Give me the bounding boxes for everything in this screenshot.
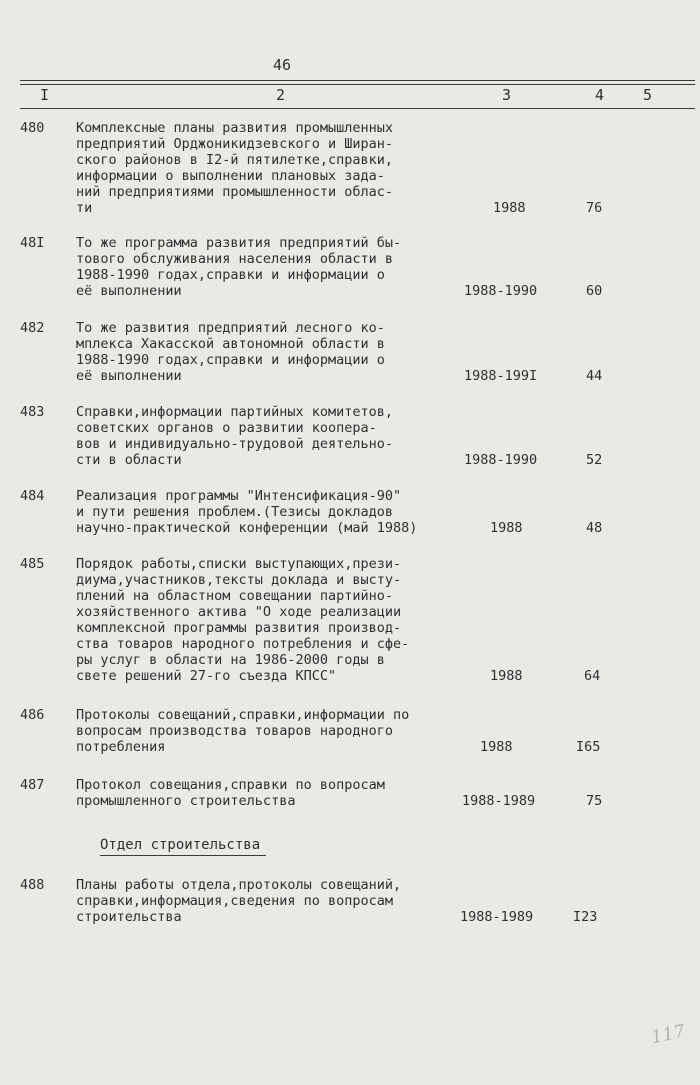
entry-description-line: хозяйственного актива "О ходе реализации — [76, 604, 402, 620]
entry-number: 480 — [20, 120, 45, 136]
entry-description — [76, 235, 476, 299]
entry-description-line: предприятий Орджоникидзевского и Ширан- — [76, 136, 393, 152]
entry-description-line: научно-практической конференции (май 1988) — [76, 520, 418, 536]
entry-description-line: вов и индивидуально-трудовой деятельно- — [76, 436, 393, 452]
entry-description — [76, 488, 476, 536]
entry-description-line: диума,участников,тексты доклада и высту- — [76, 572, 402, 588]
entry-description — [76, 556, 476, 684]
entry-description-line: Планы работы отдела,протоколы совещаний, — [76, 877, 402, 893]
entry-description-line: её выполнении — [76, 368, 182, 384]
entry-number: 483 — [20, 404, 45, 420]
entry-description-line: Порядок работы,списки выступающих,прези- — [76, 556, 402, 572]
entry-sheet-count: 76 — [586, 200, 603, 216]
entry-year: 1988 — [490, 668, 523, 684]
entry-description-line: ти — [76, 200, 93, 216]
column-header-5: 5 — [643, 86, 653, 104]
entry-year: 1988 — [493, 200, 526, 216]
entry-description-line: и пути решения проблем.(Тезисы докладов — [76, 504, 393, 520]
entry-year: 1988 — [490, 520, 523, 536]
entry-description-line: 1988-1990 годах,справки и информации о — [76, 267, 385, 283]
entry-year: 1988-1989 — [460, 909, 534, 925]
entry-description-line: информации о выполнении плановых зада- — [76, 168, 385, 184]
entry-sheet-count: 60 — [586, 283, 603, 299]
entry-description-line: Комплексные планы развития промышленных — [76, 120, 393, 136]
header-rule-bottom — [20, 108, 695, 109]
entry-description — [76, 404, 476, 468]
entry-description — [76, 777, 476, 809]
entry-description-line: То же развития предприятий лесного ко- — [76, 320, 385, 336]
column-header-4: 4 — [595, 86, 605, 104]
entry-description-line: То же программа развития предприятий бы- — [76, 235, 402, 251]
entry-number: 486 — [20, 707, 45, 723]
entry-description — [76, 707, 476, 755]
entry-number: 485 — [20, 556, 45, 572]
entry-sheet-count: 52 — [586, 452, 603, 468]
entry-year: 1988 — [480, 739, 513, 755]
entry-number: 482 — [20, 320, 45, 336]
entry-description-line: ского районов в I2-й пятилетке,справки, — [76, 152, 393, 168]
entry-sheet-count: I23 — [573, 909, 598, 925]
entry-sheet-count: 48 — [586, 520, 603, 536]
column-header-1: I — [40, 86, 50, 104]
page-number: 46 — [273, 56, 292, 74]
entry-description-line: строительства — [76, 909, 182, 925]
entry-number: 484 — [20, 488, 45, 504]
entry-description-line: ры услуг в области на 1986-2000 годы в — [76, 652, 385, 668]
handwritten-sheet-number: 117 — [649, 1020, 688, 1049]
entry-description-line: плений на областном совещании партийно- — [76, 588, 393, 604]
header-rule-second — [20, 84, 695, 85]
entry-description-line: советских органов о развитии коопера- — [76, 420, 377, 436]
entry-description — [76, 320, 476, 384]
entry-year: 1988-199I — [464, 368, 538, 384]
column-header-3: 3 — [502, 86, 512, 104]
entry-description-line: Протокол совещания,справки по вопросам — [76, 777, 385, 793]
entry-description-line: свете решений 27-го съезда КПСС" — [76, 668, 337, 684]
entry-number: 487 — [20, 777, 45, 793]
entry-number: 48I — [20, 235, 45, 251]
entry-year: 1988-1989 — [462, 793, 536, 809]
entry-description-line: сти в области — [76, 452, 182, 468]
entry-sheet-count: 64 — [584, 668, 601, 684]
entry-description-line: вопросам производства товаров народного — [76, 723, 393, 739]
entry-description-line: комплексной программы развития производ- — [76, 620, 402, 636]
entry-description — [76, 120, 476, 216]
entry-description — [76, 877, 476, 925]
entry-year: 1988-1990 — [464, 283, 538, 299]
section-heading: Отдел строительства — [100, 837, 266, 856]
entry-sheet-count: I65 — [576, 739, 601, 755]
entry-description-line: ний предприятиями промышленности облас- — [76, 184, 393, 200]
entry-description-line: потребления — [76, 739, 166, 755]
entry-sheet-count: 44 — [586, 368, 603, 384]
entry-description-line: справки,информация,сведения по вопросам — [76, 893, 393, 909]
header-rule-top — [20, 80, 695, 81]
entry-description-line: тового обслуживания населения области в — [76, 251, 393, 267]
entry-description-line: Реализация программы "Интенсификация-90" — [76, 488, 402, 504]
entry-description-line: 1988-1990 годах,справки и информации о — [76, 352, 385, 368]
entry-sheet-count: 75 — [586, 793, 603, 809]
entry-description-line: мплекса Хакасской автономной области в — [76, 336, 385, 352]
entry-description-line: промышленного строительства — [76, 793, 296, 809]
entry-description-line: Справки,информации партийных комитетов, — [76, 404, 393, 420]
entry-description-line: её выполнении — [76, 283, 182, 299]
entry-description-line: Протоколы совещаний,справки,информации по — [76, 707, 410, 723]
column-header-2: 2 — [276, 86, 286, 104]
entry-description-line: ства товаров народного потребления и сфе- — [76, 636, 410, 652]
entry-number: 488 — [20, 877, 45, 893]
entry-year: 1988-1990 — [464, 452, 538, 468]
